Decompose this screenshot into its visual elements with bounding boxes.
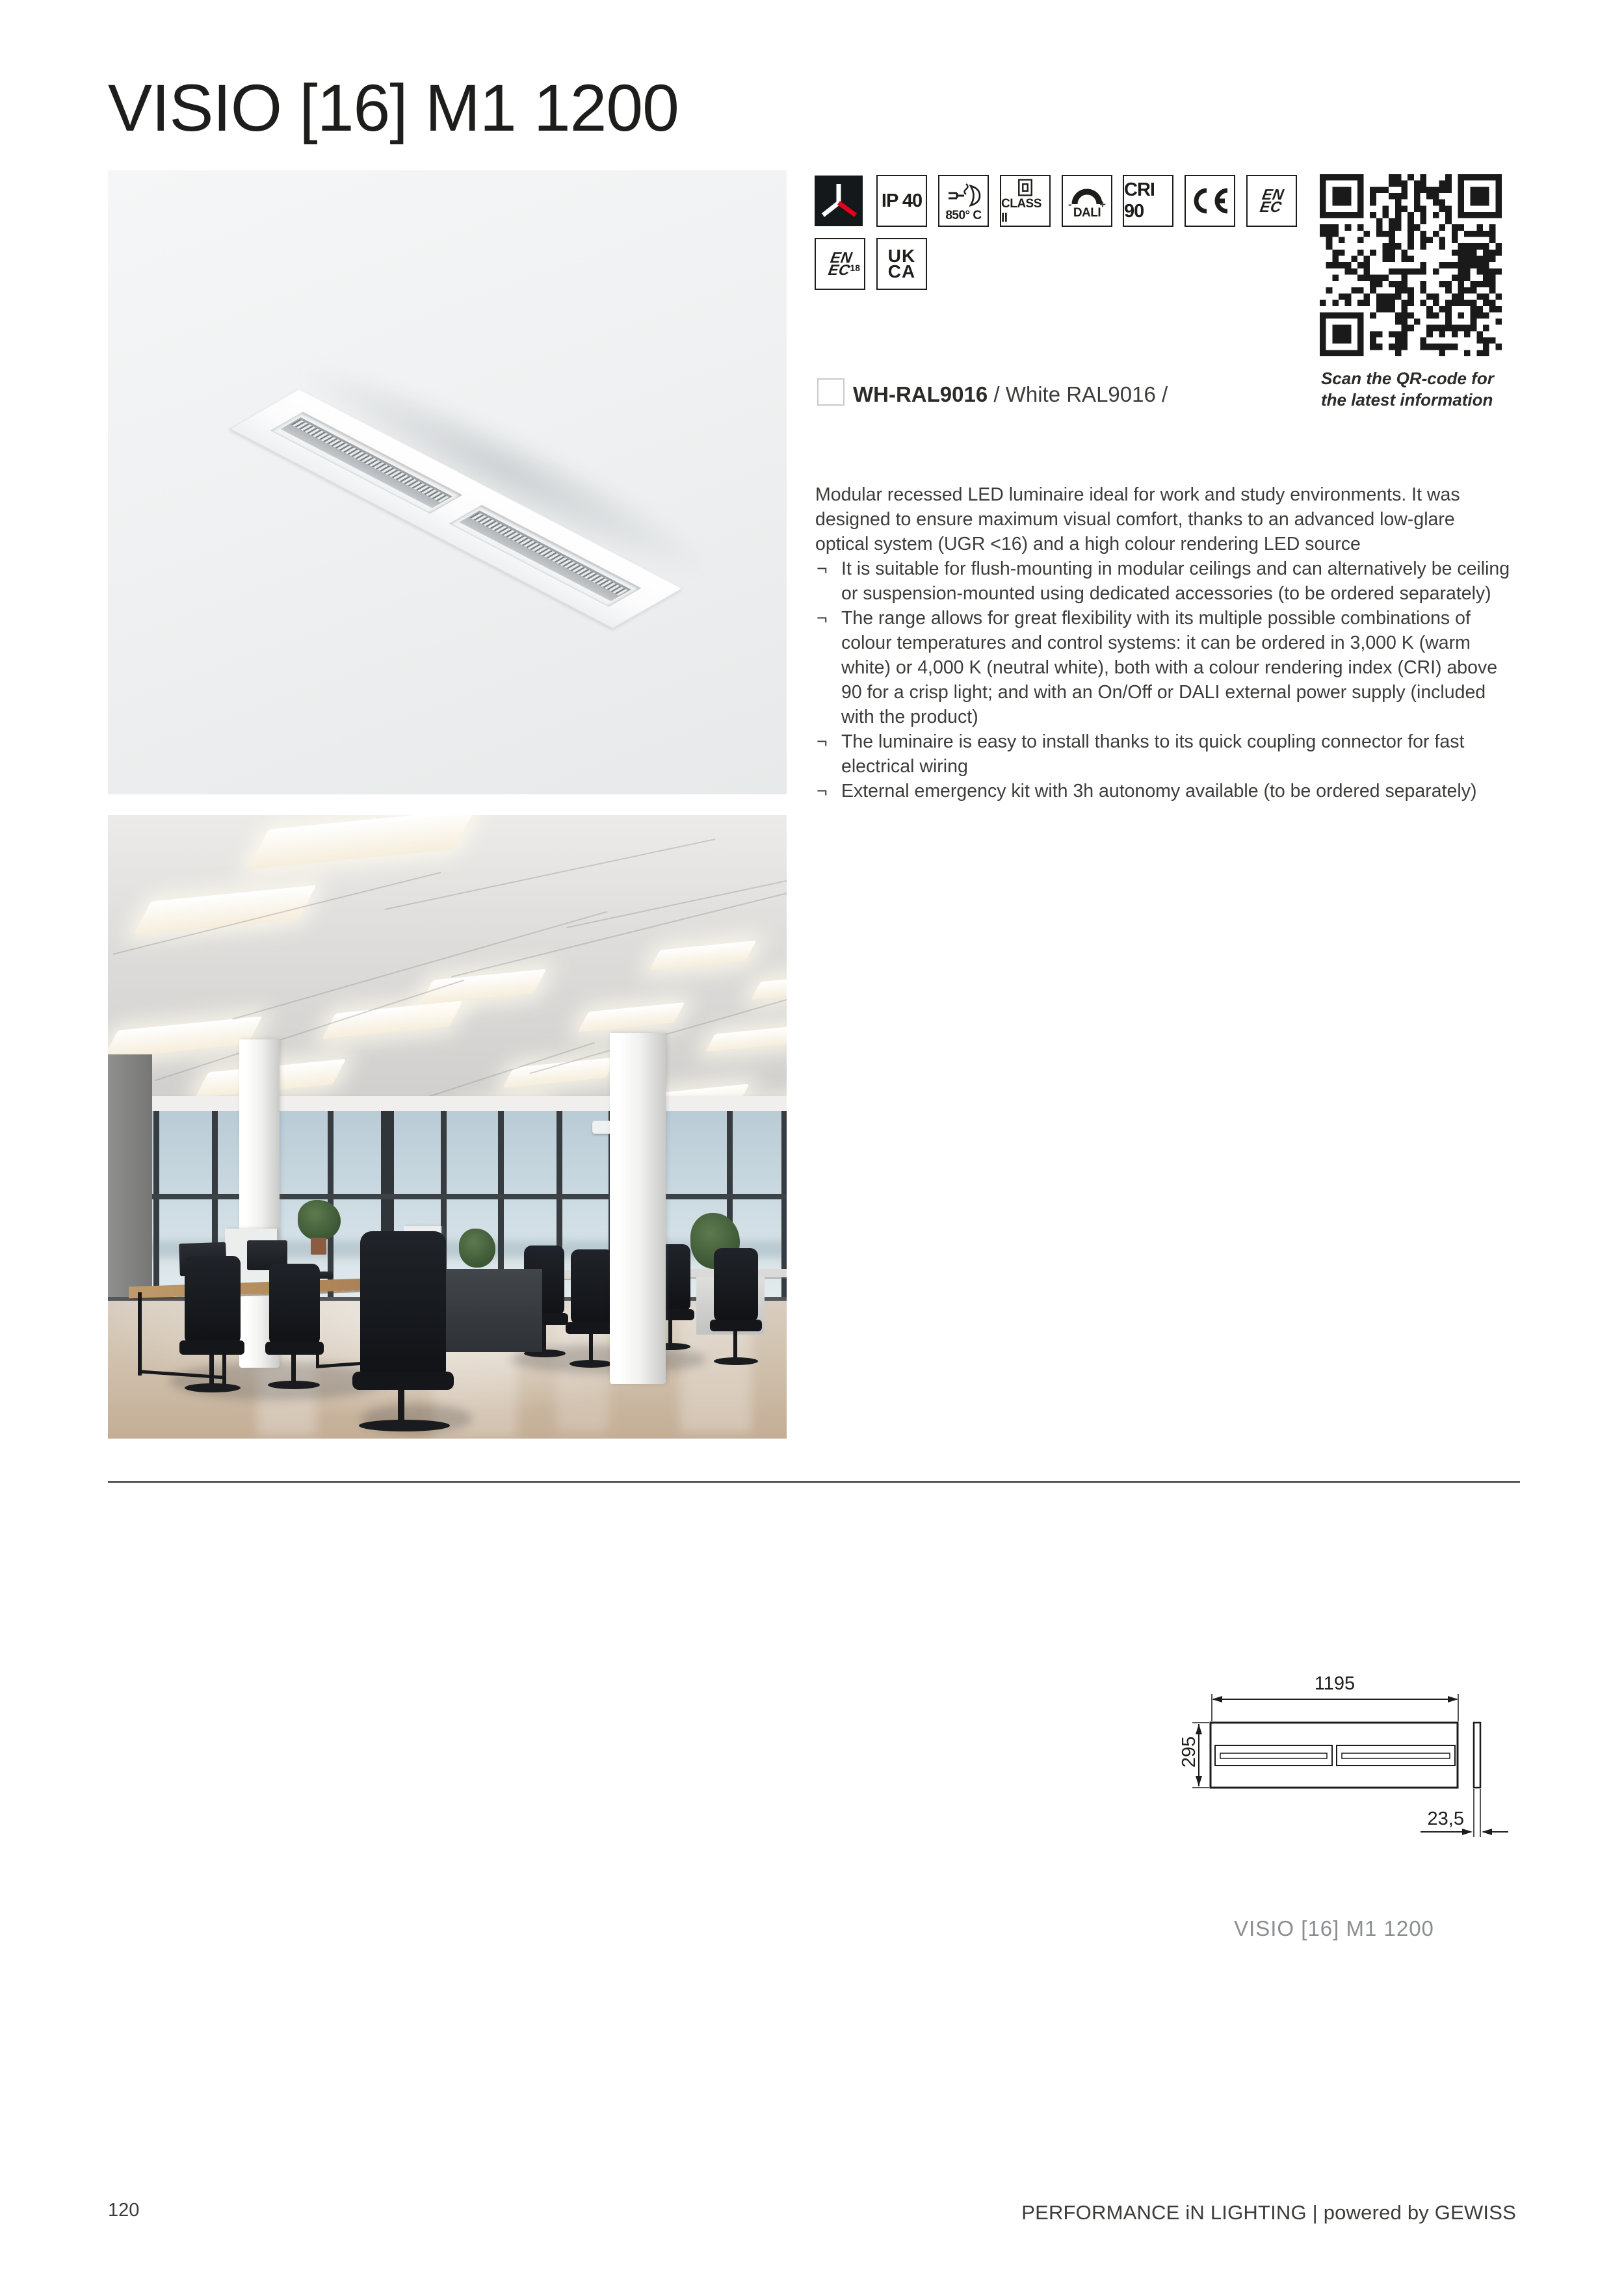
dali-label: DALI — [1073, 205, 1101, 220]
footer-brand: PERFORMANCE iN LIGHTING | powered by GEWISS — [1021, 2201, 1516, 2224]
ceiling-light — [578, 1002, 685, 1032]
window-mullion — [153, 1111, 159, 1301]
finish-description: / White RAL9016 / — [988, 382, 1168, 406]
glow-wire-icon — [946, 182, 981, 208]
plant — [459, 1229, 495, 1268]
page-title: VISIO [16] M1 1200 — [108, 71, 679, 145]
description-bullet: ¬ It is suitable for flush-mounting in modular ceilings and can alternatively be ceiling or suspension-mounted using dedicated accessories (to be ordered separately) — [817, 558, 1510, 604]
ceiling-seam — [232, 911, 607, 1019]
cri-label: CRI 90 — [1124, 179, 1155, 222]
class2-badge — [1000, 175, 1051, 227]
ceiling-light — [705, 1026, 787, 1052]
dim-height: 295 — [1179, 1736, 1199, 1768]
plant — [298, 1200, 341, 1240]
brand-logo-icon — [815, 176, 863, 226]
dimension-caption: VISIO [16] M1 1200 — [1234, 1916, 1434, 1940]
description-intro: Modular recessed LED luminaire ideal for work and study environments. It was designed to ensure maximum visual comfort, thanks to an advanced low-glare optical system (UGR <16) and a high colour rendering LED source — [815, 484, 1460, 554]
dim-depth: 23,5 — [1427, 1808, 1464, 1829]
office-photo — [108, 815, 787, 1439]
finish-code: WH-RAL9016 — [853, 382, 988, 406]
enec-badge — [1246, 175, 1297, 227]
cri-badge — [1123, 175, 1173, 227]
dali-minus: - — [1068, 198, 1072, 211]
office-ceiling — [108, 815, 787, 1115]
dimension-drawing — [1144, 1645, 1547, 1859]
ce-badge — [1185, 175, 1235, 227]
ip-rating-label: IP 40 — [881, 190, 923, 211]
qr-caption: Scan the QR-code for the latest information — [1321, 369, 1494, 410]
class2-label: CLASS II — [1001, 197, 1041, 225]
ceiling-seam — [566, 859, 787, 928]
ukca-badge — [876, 238, 927, 290]
ceiling-light — [751, 974, 787, 1000]
ceiling-light — [248, 815, 475, 870]
enec18-suffix: 18 — [850, 263, 860, 273]
finish-label — [853, 382, 1168, 407]
dali-plus: + — [1099, 198, 1106, 211]
glow-wire-label: 850° C — [945, 208, 982, 222]
finish-swatch — [817, 378, 845, 406]
description-bullet: ¬ The range allows for great flexibility with its multiple possible combinations of colour temperatures and control systems: it can be ordered in 3,000 K (warm white) or 4,000 K (neutral white), both with a colour rendering index (CRI) above 90 for a crisp light; and with an On/Off or DALI external power supply (included with the product) — [817, 608, 1498, 727]
enec18-icon: EN EC — [826, 249, 854, 278]
description-bullet: ¬ The luminaire is easy to install thanks to its quick coupling connector for fast electrical wiring — [817, 731, 1465, 777]
dali-badge — [1062, 175, 1112, 227]
product-photo — [108, 170, 787, 794]
office-left-wall — [108, 1054, 152, 1301]
ceiling-light — [649, 941, 757, 971]
desk-leg — [138, 1292, 142, 1376]
enec18-badge — [815, 238, 865, 290]
class2-icon — [1015, 179, 1036, 196]
ceiling-light — [503, 1057, 617, 1088]
window-transom — [108, 1194, 787, 1199]
ukca-icon: UK CA — [887, 246, 916, 281]
qr-code — [1320, 174, 1502, 356]
office-column — [610, 1033, 666, 1384]
ip-rating-badge — [876, 175, 927, 227]
storage-cabinet — [438, 1269, 542, 1352]
description-bullet: ¬ External emergency kit with 3h autonomy available (to be ordered separately) — [817, 781, 1477, 802]
page-number: 120 — [108, 2200, 140, 2221]
plant-pot — [311, 1238, 326, 1255]
glow-wire-badge — [938, 175, 989, 227]
product-description — [815, 482, 1512, 803]
dim-width: 1195 — [1314, 1673, 1356, 1694]
ceiling-seam — [451, 888, 787, 977]
brand-logo-badge — [815, 176, 863, 226]
section-divider — [108, 1481, 1520, 1483]
enec-icon: EN EC — [1258, 186, 1285, 215]
ce-mark-icon — [1190, 187, 1230, 215]
